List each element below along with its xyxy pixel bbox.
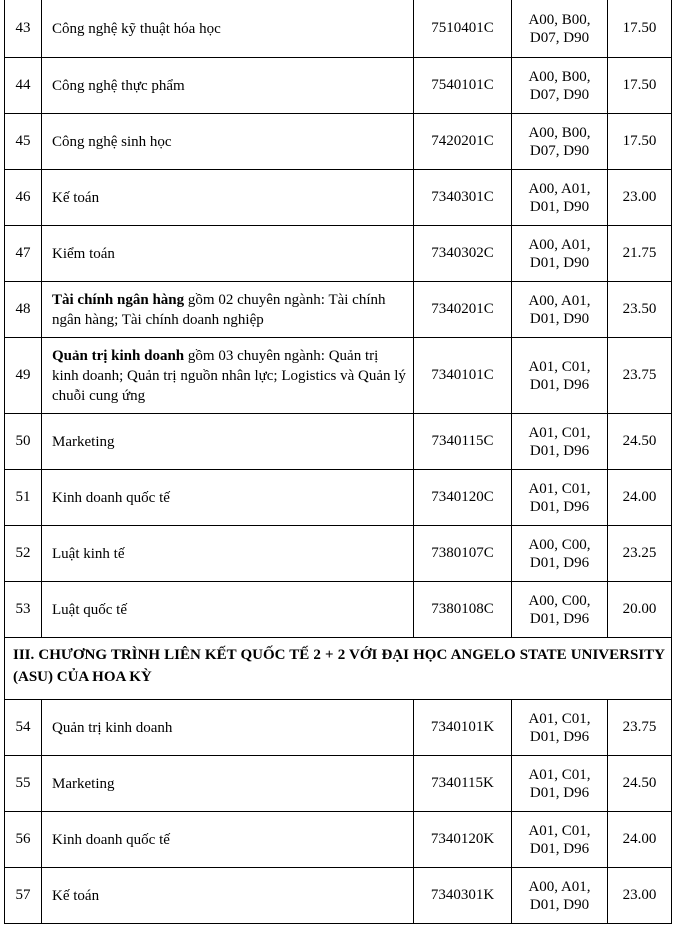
program-name: Kế toán bbox=[42, 868, 414, 923]
program-code: 7340301K bbox=[414, 868, 512, 923]
program-code: 7340115K bbox=[414, 756, 512, 811]
row-number: 53 bbox=[5, 582, 42, 637]
program-name: Quản trị kinh doanh gồm 03 chuyên ngành: Quản trị kinh doanh; Quản trị nguồn nhân lực; Logistics và Quản lý chuỗi cung ứng bbox=[42, 338, 414, 413]
subject-combinations: A01, C01, D01, D96 bbox=[512, 756, 608, 811]
row-number: 43 bbox=[5, 0, 42, 57]
subject-combinations: A01, C01, D01, D96 bbox=[512, 470, 608, 525]
row-number: 46 bbox=[5, 170, 42, 225]
program-code: 7540101C bbox=[414, 58, 512, 113]
subject-combinations: A00, A01, D01, D90 bbox=[512, 868, 608, 923]
program-name: Marketing bbox=[42, 756, 414, 811]
cutoff-score: 23.25 bbox=[622, 545, 657, 561]
program-code: 7340120K bbox=[414, 812, 512, 867]
subject-combinations: A01, C01, D01, D96 bbox=[512, 414, 608, 469]
section-heading: III. CHƯƠNG TRÌNH LIÊN KẾT QUỐC TẾ 2 + 2 VỚI ĐẠI HỌC ANGELO STATE UNIVERSITY (ASU) CỦA HOA KỲ bbox=[4, 638, 672, 700]
row-number: 48 bbox=[5, 282, 42, 337]
table-row bbox=[4, 868, 672, 924]
cutoff-score: 17.50 bbox=[622, 20, 657, 36]
program-code: 7380108C bbox=[414, 582, 512, 637]
row-number: 56 bbox=[5, 812, 42, 867]
program-name: Công nghệ sinh học bbox=[42, 114, 414, 169]
row-number: 55 bbox=[5, 756, 42, 811]
program-code: 7340101C bbox=[414, 338, 512, 413]
row-number: 44 bbox=[5, 58, 42, 113]
program-name: Kiểm toán bbox=[42, 226, 414, 281]
table-row bbox=[4, 338, 672, 414]
program-name: Luật kinh tế bbox=[42, 526, 414, 581]
cutoff-score: 24.50 bbox=[622, 775, 657, 791]
program-code: 7340302C bbox=[414, 226, 512, 281]
program-code: 7420201C bbox=[414, 114, 512, 169]
subject-combinations: A00, B00, D07, D90 bbox=[512, 114, 608, 169]
row-number: 52 bbox=[5, 526, 42, 581]
program-name: Kế toán bbox=[42, 170, 414, 225]
subject-combinations: A01, C01, D01, D96 bbox=[512, 700, 608, 755]
subject-combinations: A00, A01, D01, D90 bbox=[512, 226, 608, 281]
cutoff-score: 23.00 bbox=[622, 189, 657, 205]
program-name: Kinh doanh quốc tế bbox=[42, 812, 414, 867]
table-row bbox=[4, 756, 672, 812]
subject-combinations: A00, A01, D01, D90 bbox=[512, 170, 608, 225]
cutoff-score: 23.50 bbox=[622, 301, 657, 317]
program-name: Tài chính ngân hàng gồm 02 chuyên ngành: Tài chính ngân hàng; Tài chính doanh nghiệp bbox=[42, 282, 414, 337]
program-name: Quản trị kinh doanh bbox=[42, 700, 414, 755]
row-number: 57 bbox=[5, 868, 42, 923]
program-name: Công nghệ thực phẩm bbox=[42, 58, 414, 113]
row-number: 54 bbox=[5, 700, 42, 755]
cutoff-score: 24.50 bbox=[622, 433, 657, 449]
row-number: 50 bbox=[5, 414, 42, 469]
table-row bbox=[4, 414, 672, 470]
program-name: Kinh doanh quốc tế bbox=[42, 470, 414, 525]
table-row bbox=[4, 700, 672, 756]
table-row bbox=[4, 0, 672, 58]
subject-combinations: A01, C01, D01, D96 bbox=[512, 338, 608, 413]
row-number: 49 bbox=[5, 338, 42, 413]
cutoff-score: 20.00 bbox=[622, 601, 657, 617]
table-row bbox=[4, 170, 672, 226]
table-row bbox=[4, 58, 672, 114]
subject-combinations: A00, B00, D07, D90 bbox=[512, 0, 608, 57]
program-code: 7340101K bbox=[414, 700, 512, 755]
program-code: 7340120C bbox=[414, 470, 512, 525]
table-row bbox=[4, 470, 672, 526]
program-name: Công nghệ kỹ thuật hóa học bbox=[42, 0, 414, 57]
subject-combinations: A00, C00, D01, D96 bbox=[512, 526, 608, 581]
table-row bbox=[4, 226, 672, 282]
program-code: 7340301C bbox=[414, 170, 512, 225]
program-code: 7340115C bbox=[414, 414, 512, 469]
subject-combinations: A00, B00, D07, D90 bbox=[512, 58, 608, 113]
table-row bbox=[4, 282, 672, 338]
cutoff-score: 24.00 bbox=[622, 489, 657, 505]
cutoff-score: 24.00 bbox=[622, 831, 657, 847]
cutoff-score: 17.50 bbox=[622, 77, 657, 93]
program-code: 7380107C bbox=[414, 526, 512, 581]
row-number: 45 bbox=[5, 114, 42, 169]
program-name: Marketing bbox=[42, 414, 414, 469]
subject-combinations: A00, A01, D01, D90 bbox=[512, 282, 608, 337]
table-row bbox=[4, 526, 672, 582]
cutoff-score: 23.75 bbox=[622, 719, 657, 735]
subject-combinations: A00, C00, D01, D96 bbox=[512, 582, 608, 637]
subject-combinations: A01, C01, D01, D96 bbox=[512, 812, 608, 867]
cutoff-score: 23.00 bbox=[622, 887, 657, 903]
row-number: 47 bbox=[5, 226, 42, 281]
program-name: Luật quốc tế bbox=[42, 582, 414, 637]
cutoff-score: 21.75 bbox=[622, 245, 657, 261]
table-row bbox=[4, 582, 672, 638]
program-code: 7340201C bbox=[414, 282, 512, 337]
program-code: 7510401C bbox=[414, 0, 512, 57]
cutoff-score: 17.50 bbox=[622, 133, 657, 149]
row-number: 51 bbox=[5, 470, 42, 525]
cutoff-score: 23.75 bbox=[622, 367, 657, 383]
table-row bbox=[4, 812, 672, 868]
table-row bbox=[4, 114, 672, 170]
